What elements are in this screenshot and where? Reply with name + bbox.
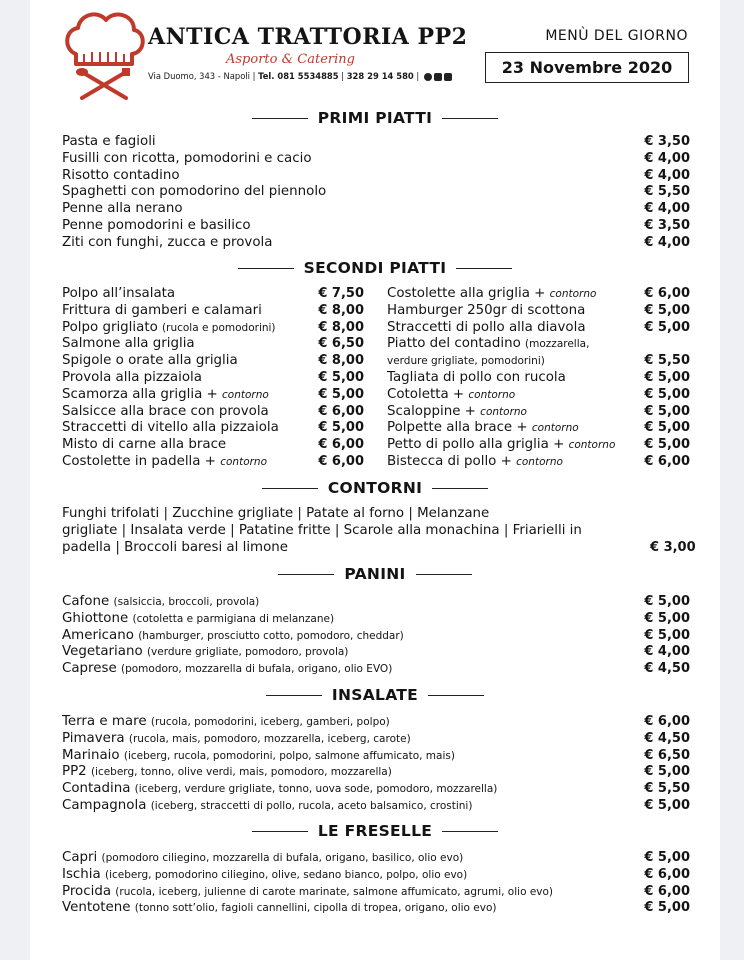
- menu-item-name: Vegetariano: [62, 644, 143, 660]
- menu-item: [62, 352, 364, 369]
- menu-item-label: [62, 453, 267, 470]
- menu-item: [62, 403, 364, 420]
- menu-item-name: Americano: [62, 627, 134, 643]
- menu-item: [62, 849, 690, 866]
- menu-item: [62, 610, 690, 627]
- menu-item-label: [387, 369, 566, 386]
- section-primi: [30, 107, 720, 129]
- menu-item-price: € 6,00: [644, 286, 690, 301]
- menu-item: [62, 319, 364, 336]
- menu-item-price: € 4,50: [644, 730, 690, 746]
- menu-item-label: [62, 200, 183, 217]
- menu-item-label: [62, 747, 455, 764]
- menu-item-note: contorno: [568, 439, 616, 452]
- menu-item-label: [62, 883, 553, 900]
- menu-item-label: [62, 386, 269, 403]
- menu-item-name: Provola alla pizzaiola: [62, 370, 202, 385]
- menu-item-note: contorno: [220, 456, 268, 468]
- menu-item-label: [62, 403, 269, 420]
- menu-item-price: € 4,00: [644, 234, 690, 250]
- menu-item-price: € 5,50: [644, 781, 690, 797]
- contorni-line: padella | Broccoli baresi al limone: [62, 540, 289, 555]
- menu-item-label: [387, 419, 579, 436]
- menu-item-label: [387, 403, 527, 420]
- menu-item-name: Spigole o orate alla griglia: [62, 353, 238, 369]
- menu-item: [62, 285, 364, 302]
- menu-item: [62, 730, 690, 747]
- menu-item-price: € 6,00: [318, 454, 364, 469]
- menu-item: [387, 302, 690, 319]
- brand-contacts: Via Duomo, 343 - Napoli | Tel. 081 5534885 | 328 29 14 580 |: [148, 71, 452, 81]
- menu-item-name: Hamburger 250gr di scottona: [387, 302, 586, 318]
- menu-item-label: [387, 436, 615, 453]
- menu-item-note: (verdure grigliate, pomodoro, provola): [146, 646, 349, 659]
- menu-item-price: € 5,00: [644, 403, 690, 419]
- section-title: INSALATE: [331, 686, 419, 704]
- menu-item-label: [387, 453, 563, 470]
- menu-item-name: Petto di pollo alla griglia +: [387, 437, 565, 453]
- menu-item-note: (rucola e pomodorini): [162, 321, 276, 334]
- menu-item-label: [387, 386, 515, 403]
- menu-item-label: [62, 183, 326, 200]
- menu-item: [62, 627, 690, 644]
- menu-item-price: € 5,00: [318, 370, 364, 385]
- menu-item-label: [62, 780, 497, 797]
- menu-item: [62, 200, 690, 217]
- address: Via Duomo, 343 - Napoli: [148, 71, 250, 81]
- menu-item-price: € 5,00: [644, 302, 690, 318]
- menu-item-price: € 8,00: [318, 302, 364, 318]
- menu-item-name: Pimavera: [62, 730, 125, 746]
- contorni-price: € 3,00: [650, 540, 696, 555]
- menu-item-note: (rucola, iceberg, julienne di carote marinate, salmone affumicato, agrumi, olio evo): [115, 885, 554, 898]
- menu-item-price: € 5,00: [644, 437, 690, 453]
- menu-item-label: [62, 849, 463, 866]
- menu-item-price: € 5,00: [318, 386, 364, 402]
- menu-item-note: (iceberg, straccetti di pollo, rucola, aceto balsamico, crostini): [150, 800, 473, 812]
- menu-item-note: (pomodoro ciliegino, mozzarella di bufala, origano, basilico, olio evo): [101, 852, 464, 864]
- social-icons: [424, 73, 452, 81]
- menu-item-label: [62, 352, 238, 369]
- menu-item-note: (iceberg, pomodorino ciliegino, olive, sedano bianco, polpo, olio evo): [104, 868, 468, 881]
- menu-item: [62, 780, 690, 797]
- menu-item-note: (rucola, mais, pomodoro, mozzarella, iceberg, carote): [128, 732, 411, 745]
- menu-item-price: € 5,50: [644, 353, 690, 369]
- menu-item-price: € 3,50: [644, 134, 690, 149]
- menu-item-label: [62, 899, 497, 916]
- menu-item-price: € 5,00: [318, 420, 364, 436]
- menu-item-name: Ischia: [62, 866, 101, 882]
- menu-item: [387, 319, 690, 336]
- menu-item-label: [62, 234, 272, 251]
- menu-item-price: € 5,00: [644, 386, 690, 402]
- menu-item-label: [62, 763, 392, 780]
- menu-item-name: Caprese: [62, 661, 117, 677]
- menu-item-label: [62, 730, 411, 747]
- menu-item-label: [62, 660, 392, 677]
- menu-of-the-day-label: MENÙ DEL GIORNO: [545, 28, 688, 44]
- menu-item-name: Cafone: [62, 594, 110, 609]
- menu-item-name: Pasta e fagioli: [62, 134, 156, 149]
- menu-item-name: Ventotene: [62, 900, 131, 916]
- menu-item: [62, 797, 690, 814]
- menu-item: [62, 335, 364, 352]
- menu-item-price: € 8,00: [318, 319, 364, 335]
- menu-item-price: € 5,00: [644, 764, 690, 780]
- menu-item: [62, 419, 364, 436]
- menu-item-name: Capri: [62, 850, 98, 865]
- menu-item-name: Bistecca di pollo +: [387, 454, 512, 469]
- section-freselle: [30, 820, 720, 842]
- contorni-line: Funghi trifolati | Zucchine grigliate | Patate al forno | Melanzane: [62, 506, 490, 521]
- menu-item-price: € 5,00: [644, 319, 690, 335]
- section-title: SECONDI PIATTI: [303, 259, 447, 277]
- section-title: PANINI: [344, 565, 406, 583]
- menu-item-price: € 4,00: [644, 201, 690, 217]
- menu-item-price: € 5,00: [644, 798, 690, 813]
- menu-item: [62, 747, 690, 764]
- menu-item-label: [62, 610, 334, 627]
- menu-item-price: € 6,00: [644, 883, 690, 899]
- menu-item: [387, 436, 690, 453]
- section-secondi: [30, 257, 720, 279]
- menu-item: [387, 285, 690, 302]
- menu-item-price: € 5,00: [644, 850, 690, 865]
- menu-item-note: contorno: [516, 456, 563, 468]
- menu-item: [62, 133, 690, 150]
- menu-item: [387, 335, 690, 352]
- menu-item: [62, 167, 690, 184]
- menu-item-label: [62, 419, 279, 436]
- menu-item-label: [387, 335, 589, 352]
- menu-item: [62, 453, 364, 470]
- menu-item: [62, 436, 364, 453]
- menu-item: [62, 234, 690, 251]
- section-contorni: [30, 477, 720, 499]
- menu-item-name: Ziti con funghi, zucca e provola: [62, 234, 273, 250]
- menu-item-price: € 8,00: [318, 353, 364, 369]
- menu-page: [30, 0, 720, 960]
- menu-item-label: [62, 285, 175, 302]
- menu-item-price: € 5,50: [644, 184, 690, 200]
- menu-item: [62, 593, 690, 610]
- menu-item: [62, 660, 690, 677]
- menu-item: [387, 386, 690, 403]
- menu-item-price: € 6,00: [644, 866, 690, 882]
- chef-hat-logo-icon: [62, 6, 147, 106]
- menu-item-note: contorno: [222, 388, 269, 401]
- menu-item-price: € 6,00: [318, 403, 364, 419]
- section-insalate: [30, 684, 720, 706]
- menu-item-price: € 6,00: [644, 454, 690, 469]
- menu-item-price: € 5,00: [644, 420, 690, 436]
- menu-item-name: Costolette in padella +: [62, 454, 216, 469]
- menu-item-price: € 5,00: [644, 594, 690, 609]
- menu-item: [387, 453, 690, 470]
- menu-item-label: [62, 643, 348, 660]
- menu-item-label: [62, 133, 156, 150]
- menu-item-price: € 5,00: [644, 900, 690, 916]
- menu-item: [62, 713, 690, 730]
- menu-item-note: verdure grigliate, pomodorini): [387, 355, 545, 368]
- section-title: PRIMI PIATTI: [317, 109, 433, 127]
- menu-item-price: € 5,00: [644, 370, 690, 385]
- instagram-icon: [444, 73, 452, 81]
- whatsapp-icon: [424, 73, 432, 81]
- menu-item-name: Penne alla nerano: [62, 201, 183, 217]
- menu-item-price: € 5,00: [644, 610, 690, 626]
- menu-item-note: (cotoletta e parmigiana di melanzane): [132, 612, 335, 625]
- menu-item-name: Cotoletta +: [387, 386, 465, 402]
- menu-item: [62, 217, 690, 234]
- menu-item-note: (iceberg, rucola, pomodorini, polpo, salmone affumicato, mais): [123, 749, 455, 762]
- menu-item-label: [62, 866, 467, 883]
- menu-item: [387, 369, 690, 386]
- menu-item-name: Spaghetti con pomodorino del piennolo: [62, 184, 327, 200]
- menu-item-name: Polpette alla brace +: [387, 420, 528, 436]
- menu-item-note: (salsiccia, broccoli, provola): [113, 596, 260, 608]
- menu-item: [62, 302, 364, 319]
- menu-item-name: Campagnola: [62, 798, 147, 813]
- menu-item-price: € 4,00: [644, 167, 690, 183]
- menu-item-label: [62, 302, 262, 319]
- menu-item-label: [62, 217, 251, 234]
- menu-item: [62, 386, 364, 403]
- menu-item: [62, 183, 690, 200]
- menu-item: [62, 883, 690, 900]
- menu-item: [62, 369, 364, 386]
- menu-item-name: Misto di carne alla brace: [62, 437, 227, 453]
- menu-item-name: Terra e mare: [62, 714, 147, 729]
- menu-item-price: € 4,00: [644, 150, 690, 166]
- menu-item-name: Scaloppine +: [387, 403, 476, 419]
- menu-item-name: PP2: [62, 764, 87, 780]
- menu-item-name: Straccetti di pollo alla diavola: [387, 319, 586, 335]
- menu-item-label: [62, 593, 259, 610]
- brand-subtitle: Asporto & Catering: [226, 52, 355, 67]
- menu-item-price: € 6,00: [644, 714, 690, 729]
- menu-item: [387, 352, 690, 369]
- menu-item-note: (iceberg, tonno, olive verdi, mais, pomodoro, mozzarella): [90, 766, 392, 779]
- menu-item: [62, 643, 690, 660]
- menu-item-name: Straccetti di vitello alla pizzaiola: [62, 420, 279, 436]
- menu-item-name: Procida: [62, 883, 112, 899]
- menu-item: [62, 763, 690, 780]
- menu-item-name: Tagliata di pollo con rucola: [387, 370, 566, 385]
- menu-item-name: Penne pomodorini e basilico: [62, 218, 251, 233]
- menu-item-label: [387, 285, 596, 302]
- menu-item-label: [62, 627, 404, 644]
- menu-item-price: € 3,50: [644, 218, 690, 233]
- phone: Tel. 081 5534885: [258, 71, 339, 81]
- menu-item-label: [62, 369, 202, 386]
- menu-item-name: Salmone alla griglia: [62, 336, 195, 352]
- menu-item-price: € 7,50: [318, 286, 364, 301]
- menu-item-label: [62, 713, 390, 730]
- menu-item-note: (tonno sott’olio, fagioli cannellini, cipolla di tropea, origano, olio evo): [134, 902, 497, 915]
- menu-item-note: (mozzarella,: [525, 338, 590, 351]
- menu-item-name: Polpo all’insalata: [62, 286, 176, 301]
- menu-item: [62, 150, 690, 167]
- menu-item-name: Fusilli con ricotta, pomodorini e cacio: [62, 150, 312, 166]
- menu-item-name: Frittura di gamberi e calamari: [62, 302, 262, 318]
- menu-item-price: € 4,50: [644, 661, 690, 677]
- menu-item-note: (rucola, pomodorini, iceberg, gamberi, polpo): [150, 716, 390, 728]
- menu-item-label: [387, 319, 586, 336]
- menu-date: 23 Novembre 2020: [485, 52, 689, 83]
- brand-title: ANTICA TRATTORIA PP2: [148, 24, 468, 50]
- menu-item-note: contorno: [480, 405, 527, 418]
- menu-item-name: Ghiottone: [62, 610, 129, 626]
- menu-item-label: [62, 319, 276, 336]
- section-title: LE FRESELLE: [317, 822, 433, 840]
- menu-item-label: [62, 150, 312, 167]
- contorni-line: grigliate | Insalata verde | Patatine fritte | Scarole alla monachina | Friarielli in: [62, 523, 582, 538]
- menu-item-note: contorno: [549, 288, 597, 300]
- menu-item-note: contorno: [468, 388, 516, 401]
- mobile: 328 29 14 580: [346, 71, 414, 81]
- menu-item-price: € 4,00: [644, 644, 690, 660]
- menu-item-label: [62, 335, 195, 352]
- menu-item-name: Salsicce alla brace con provola: [62, 403, 269, 419]
- menu-item-note: (hamburger, prosciutto cotto, pomodoro, cheddar): [138, 629, 404, 642]
- menu-item-label: [387, 302, 585, 319]
- menu-item-name: Polpo grigliato: [62, 319, 158, 335]
- menu-item-price: € 5,00: [644, 627, 690, 643]
- menu-item-label: [62, 797, 472, 814]
- menu-item-name: Contadina: [62, 781, 131, 797]
- menu-item-price: € 6,00: [318, 437, 364, 453]
- menu-item: [387, 419, 690, 436]
- menu-item-note: (pomodoro, mozzarella di bufala, origano, olio EVO): [121, 663, 393, 676]
- menu-item-note: (iceberg, verdure grigliate, tonno, uova sode, pomodoro, mozzarella): [134, 783, 498, 796]
- menu-item-name: Marinaio: [62, 747, 120, 763]
- menu-item: [62, 866, 690, 883]
- facebook-icon: [434, 73, 442, 81]
- menu-item: [387, 403, 690, 420]
- menu-item-label: [62, 167, 180, 184]
- menu-item-price: € 6,50: [644, 747, 690, 763]
- menu-item-name: Scamorza alla griglia +: [62, 386, 218, 402]
- menu-item-label: [62, 436, 226, 453]
- menu-item-note: contorno: [531, 422, 579, 435]
- menu-item-name: Risotto contadino: [62, 167, 180, 183]
- menu-item-price: € 6,50: [318, 336, 364, 352]
- menu-item-label: [387, 352, 545, 369]
- section-title: CONTORNI: [327, 479, 423, 497]
- menu-item-name: Piatto del contadino: [387, 336, 521, 352]
- section-panini: [30, 563, 720, 585]
- menu-item: [62, 899, 690, 916]
- menu-item-name: Costolette alla griglia +: [387, 286, 546, 301]
